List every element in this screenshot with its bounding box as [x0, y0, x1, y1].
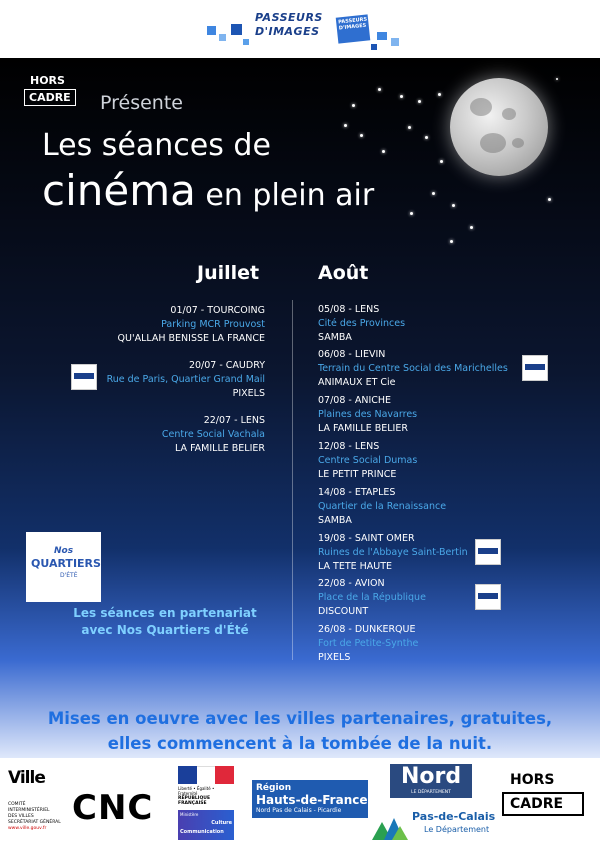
- august-event: [318, 577, 426, 619]
- pdc-sub: Le Département: [424, 825, 490, 834]
- presente-text: Présente: [100, 92, 183, 114]
- august-event: [318, 486, 446, 528]
- event-film: LE PETIT PRINCE: [318, 469, 397, 480]
- top-bar: [0, 0, 600, 58]
- cnc-logo: CNC: [72, 788, 154, 828]
- event-place: Parking MCR Prouvost: [161, 319, 265, 330]
- hors-cadre-logo: [24, 74, 76, 106]
- republique-francaise-logo: [178, 766, 234, 844]
- event-film: DISCOUNT: [318, 606, 369, 617]
- pdc-name: Pas-de-Calais: [412, 810, 496, 823]
- partner-logos: [0, 758, 600, 849]
- region-name: Hauts-de-France: [256, 793, 368, 807]
- cadre-footer: CADRE: [502, 792, 584, 816]
- title-line1: Les séances de: [42, 128, 271, 163]
- july-event: [162, 414, 265, 456]
- august-event: [318, 394, 417, 436]
- title-line2: [42, 166, 374, 215]
- august-event: [318, 303, 405, 345]
- event-film: SAMBA: [318, 515, 352, 526]
- footer-line1: Mises en oeuvre avec les villes partenaires, gratuites,: [47, 709, 553, 728]
- title-word-plein-air: en plein air: [195, 178, 375, 213]
- region-hauts-de-france-logo: [252, 780, 368, 818]
- moon-image: [450, 78, 548, 176]
- event-film: SAMBA: [318, 332, 352, 343]
- event-film: PIXELS: [232, 388, 265, 399]
- event-date: 22/07 - LENS: [203, 415, 265, 426]
- pas-de-calais-emblem-icon: [372, 810, 408, 840]
- month-july: Juillet: [197, 262, 260, 284]
- event-date: 06/08 - LIEVIN: [318, 349, 386, 360]
- nos-quartiers-badge: [475, 584, 501, 610]
- nos-quartiers-logo: [26, 532, 101, 602]
- ville-sub1: COMITÉ: [8, 802, 26, 807]
- july-event: [107, 359, 265, 401]
- ville-sub3: DES VILLES: [8, 814, 34, 819]
- ville-subtext: [8, 802, 64, 832]
- event-film: LA FAMILLE BELIER: [175, 443, 265, 454]
- event-date: 12/08 - LENS: [318, 441, 380, 452]
- french-flag-icon: [178, 766, 234, 784]
- nord-name: Nord: [400, 764, 462, 789]
- partnership-line2: avec Nos Quartiers d'Été: [81, 623, 249, 637]
- event-date: 19/08 - SAINT OMER: [318, 533, 415, 544]
- rf-name: RÉPUBLIQUE FRANÇAISE: [178, 796, 211, 806]
- rf-culture: Culture: [211, 820, 232, 826]
- event-place: Ruines de l'Abbaye Saint-Bertin: [318, 547, 468, 558]
- event-date: 01/07 - TOURCOING: [170, 305, 265, 316]
- event-film: LA TETE HAUTE: [318, 561, 393, 572]
- august-event: [318, 440, 417, 482]
- event-film: QU'ALLAH BENISSE LA FRANCE: [117, 333, 265, 344]
- hors-footer: HORS: [510, 772, 555, 788]
- ville-name: Ville: [8, 768, 45, 788]
- ville-logo: [8, 768, 64, 840]
- pas-de-calais-logo: [372, 804, 496, 844]
- logo-line2: D'IMAGES: [255, 25, 320, 38]
- column-divider: [292, 300, 293, 660]
- hors-cadre-logo-footer: [502, 772, 584, 816]
- event-place: Quartier de la Renaissance: [318, 501, 447, 512]
- ministere-culture-block: [178, 810, 234, 840]
- event-film: ANIMAUX ET Cie: [318, 377, 396, 388]
- logo-line1: PASSEURS: [255, 11, 323, 24]
- august-event: [318, 348, 508, 390]
- nord-sub: LE DÉPARTEMENT: [411, 790, 451, 795]
- logo-film-badge: PASSEURS D'IMAGES: [336, 14, 371, 43]
- event-place: Rue de Paris, Quartier Grand Mail: [106, 374, 265, 385]
- nord-departement-logo: [390, 764, 472, 798]
- event-date: 05/08 - LENS: [318, 304, 380, 315]
- event-place: Plaines des Navarres: [318, 409, 418, 420]
- event-place: Centre Social Dumas: [318, 455, 418, 466]
- region-sub: Nord Pas de Calais - Picardie: [256, 807, 342, 814]
- footer-line2: elles commencent à la tombée de la nuit.: [107, 734, 493, 753]
- title-word-cinema: cinéma: [42, 166, 196, 215]
- event-place: Centre Social Vachala: [161, 429, 265, 440]
- august-event: [318, 623, 418, 665]
- event-date: 26/08 - DUNKERQUE: [318, 624, 416, 635]
- passeurs-d-images-logo: [205, 6, 410, 52]
- footer-message: [0, 706, 600, 756]
- event-film: LA FAMILLE BELIER: [318, 423, 408, 434]
- august-event: [318, 532, 468, 574]
- partnership-text: [60, 605, 270, 639]
- event-place: Terrain du Centre Social des Marichelles: [318, 363, 508, 374]
- ville-sub2: INTERMINISTÉRIEL: [8, 808, 50, 813]
- event-place: Cité des Provinces: [318, 318, 406, 329]
- nos-quartiers-badge: [522, 355, 548, 381]
- partnership-line1: Les séances en partenariat: [73, 606, 257, 620]
- nq-l2: QUARTIERS: [31, 557, 101, 570]
- hors-text: HORS: [30, 74, 65, 87]
- event-place: Place de la République: [318, 592, 426, 603]
- region-label: Région: [256, 783, 292, 793]
- nos-quartiers-badge: [71, 364, 97, 390]
- rf-ministere: Ministère: [180, 812, 199, 817]
- ville-sub4: SECRÉTARIAT GÉNÉRAL: [8, 820, 61, 825]
- nq-l1: Nos: [54, 546, 74, 556]
- cadre-text: CADRE: [24, 89, 76, 106]
- event-film: PIXELS: [318, 652, 351, 663]
- event-date: 20/07 - CAUDRY: [188, 360, 265, 371]
- nos-quartiers-badge: [475, 539, 501, 565]
- event-place: Fort de Petite-Synthe: [318, 638, 419, 649]
- event-date: 22/08 - AVION: [318, 578, 385, 589]
- nq-l3: D'ÉTÉ: [60, 572, 78, 579]
- month-august: Août: [318, 262, 369, 284]
- event-date: 07/08 - ANICHE: [318, 395, 392, 406]
- rf-communication: Communication: [180, 829, 224, 835]
- july-event: [118, 304, 265, 346]
- event-date: 14/08 - ETAPLES: [318, 487, 396, 498]
- ville-url: www.ville.gouv.fr: [8, 826, 47, 831]
- rf-motto: Liberté • Égalité • Fraternité: [178, 786, 215, 796]
